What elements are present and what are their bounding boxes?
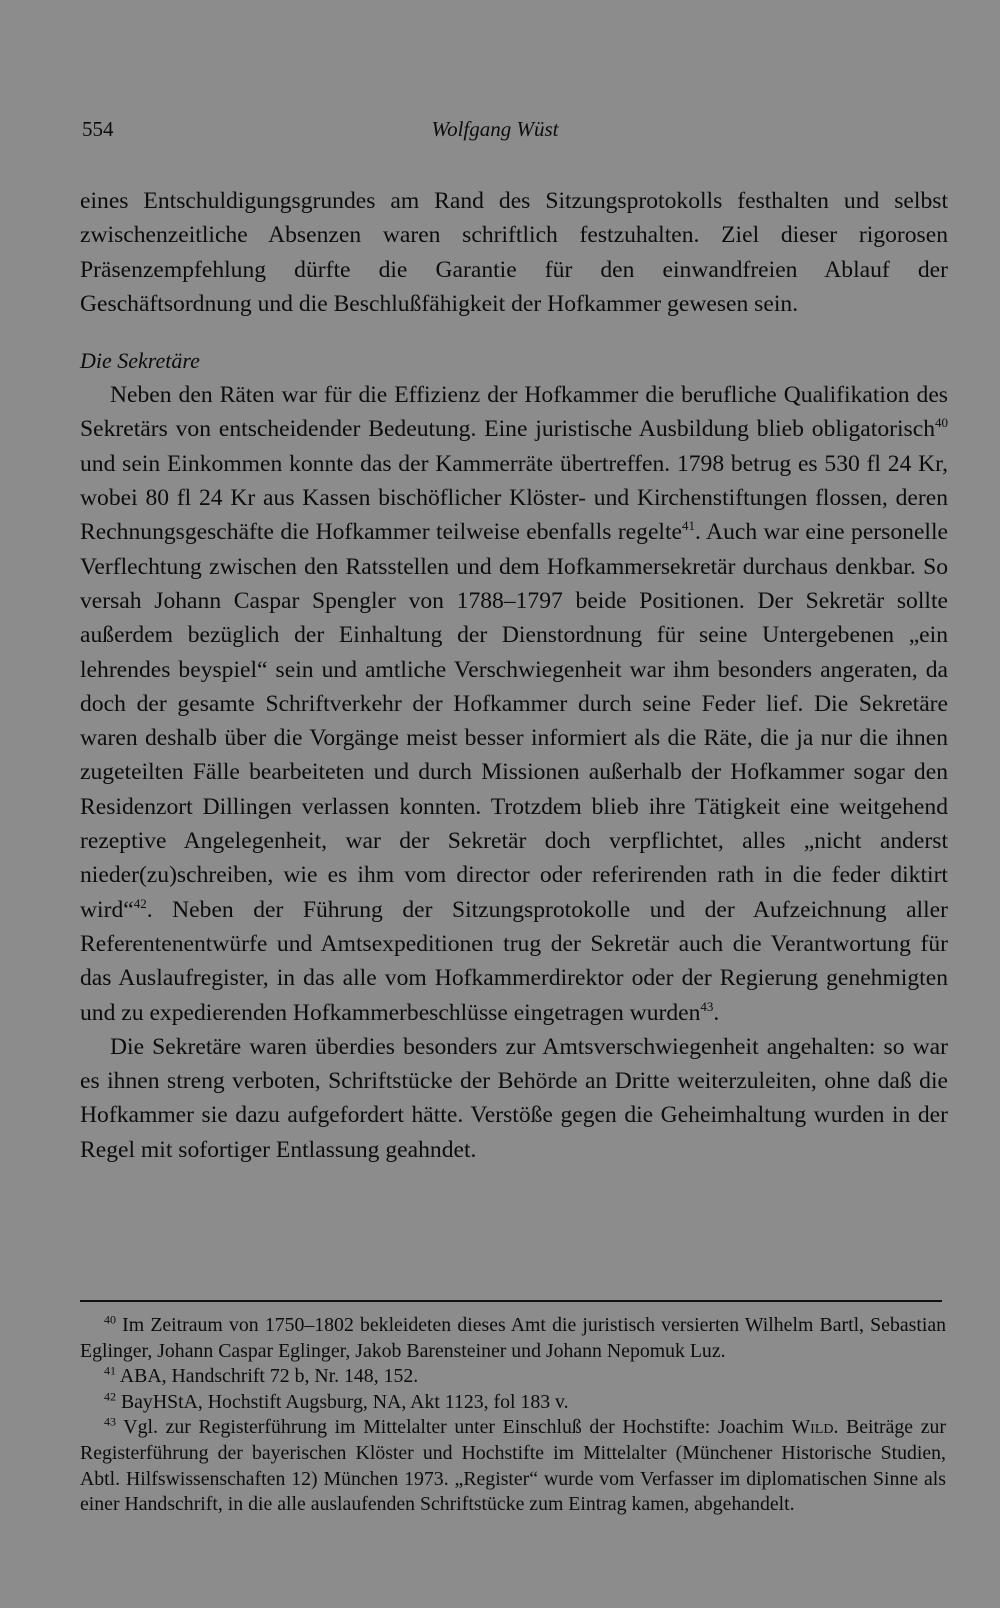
footnote-separator <box>80 1300 942 1302</box>
running-head: Wolfgang Wüst <box>431 117 559 141</box>
section-heading: Die Sekretäre <box>80 348 200 374</box>
footnote-ref-40[interactable]: 40 <box>935 415 948 431</box>
paragraph-2-text-e: . <box>713 999 720 1026</box>
footnote-text: Vgl. zur Registerführung im Mittelalter unter Einschluß der Hochstifte: Joachim <box>123 1416 792 1439</box>
footnote-41 <box>80 1364 946 1390</box>
footnote-author: Wild <box>791 1416 834 1439</box>
footnote-42 <box>80 1390 946 1416</box>
footnote-text: BayHStA, Hochstift Augsburg, NA, Akt 1123, fol 183 v. <box>120 1390 569 1413</box>
page-number: 554 <box>82 117 114 141</box>
body-text <box>80 184 948 1167</box>
footnote-number: 43 <box>104 1414 116 1429</box>
page-header <box>82 117 908 147</box>
footnotes <box>80 1313 946 1518</box>
paragraph-3: Die Sekretäre waren überdies besonders zur Amtsverschwiegenheit angehalten: so war es ihnen streng verboten, Schriftstücke der Behörde an Dritte weiterzuleiten, ohne daß die Hofkammer sie dazu aufgefordert hätte. Verstöße gegen die Geheimhaltung wurden in der Regel mit sofortiger Entlassung geahndet. <box>80 1033 948 1163</box>
footnote-ref-42[interactable]: 42 <box>133 895 147 911</box>
paragraph-2-text-d: . Neben der Führung der Sitzungsprotokolle und der Aufzeichnung aller Referentenentwürfe und Amtsexpeditionen trug der Sekretär auch die Verantwortung für das Auslaufregister, in das alle vom Hofkammerdirektor oder der Regierung genehmigten und zu expedierenden Hofkammerbeschlüsse eingetragen wurden <box>80 896 948 1026</box>
footnote-40 <box>80 1313 946 1364</box>
footnote-text: ABA, Handschrift 72 b, Nr. 148, 152. <box>119 1365 419 1388</box>
footnote-number: 42 <box>104 1389 116 1404</box>
footnote-number: 40 <box>104 1312 116 1327</box>
footnote-text-continued: . Beiträge zur Registerführung der bayerischen Klöster und Hochstifte im Mittelalter (Münchener Historische Studien, Abtl. Hilfswissenschaften 12) München 1973. „Register“ wurde vom Verfasser im diplomatischen Sinne als einer Handschrift, in die alle auslaufenden Schriftstücke zum Eintrag kamen, abgehandelt. <box>80 1416 946 1516</box>
footnote-ref-41[interactable]: 41 <box>682 518 696 534</box>
paragraph-1: eines Entschuldigungsgrundes am Rand des Sitzungsprotokolls festhalten und selbst zwischenzeitliche Absenzen waren schriftlich festzuhalten. Ziel dieser rigorosen Präsenzempfehlung dürfte die Garantie für den einwandfreien Ablauf der Geschäftsordnung und die Beschlußfähigkeit der Hofkammer gewesen sein. <box>80 188 948 317</box>
footnote-43 <box>80 1415 946 1517</box>
footnote-text: Im Zeitraum von 1750–1802 bekleideten dieses Amt die juristisch versierten Wilhelm Bartl, Sebastian Eglinger, Johann Caspar Eglinger, Jakob Barensteiner und Johann Nepomuk Luz. <box>80 1314 946 1362</box>
footnote-number: 41 <box>104 1363 116 1378</box>
footnote-ref-43[interactable]: 43 <box>700 998 714 1014</box>
paragraph-2 <box>80 378 948 1030</box>
paragraph-2-text-b: und sein Einkommen konnte das der Kammerräte übertreffen. 1798 betrug es 530 fl 24 Kr, wobei 80 fl 24 Kr aus Kassen bischöflicher Klöster- und Kirchenstiftungen flossen, deren Rechnungsgeschäfte die Hofkammer teilweise ebenfalls regelte <box>80 450 948 546</box>
paragraph-2-text-c: . Auch war eine personelle Verflechtung zwischen den Ratsstellen und dem Hofkammersekretär durchaus denkbar. So versah Johann Caspar Spengler von 1788–1797 beide Positionen. Der Sekretär sollte außerdem bezüglich der Einhaltung der Dienstordnung für seine Untergebenen „ein lehrendes beyspiel“ sein und amtliche Verschwiegenheit war ihm besonders angeraten, da doch der gesamte Schriftverkehr der Hofkammer durch seine Feder lief. Die Sekretäre waren deshalb über die Vorgänge meist besser informiert als die Räte, die ja nur die ihnen zugeteilten Fälle bearbeiteten und durch Missionen außerhalb der Hofkammer sogar den Residenzort Dillingen verlassen konnten. Trotzdem blieb ihre Tätigkeit eine weitgehend rezeptive Angelegenheit, war der Sekretär doch verpflichtet, alles „nicht anderst nieder(zu)schreiben, wie es ihm vom director oder referirenden rath in die feder diktirt wird“ <box>80 519 948 923</box>
paragraph-2-text-a: Neben den Räten war für die Effizienz der Hofkammer die berufliche Qualifikation des Sekretärs von entscheidender Bedeutung. Eine juristische Ausbildung blieb obligatorisch <box>80 382 948 443</box>
